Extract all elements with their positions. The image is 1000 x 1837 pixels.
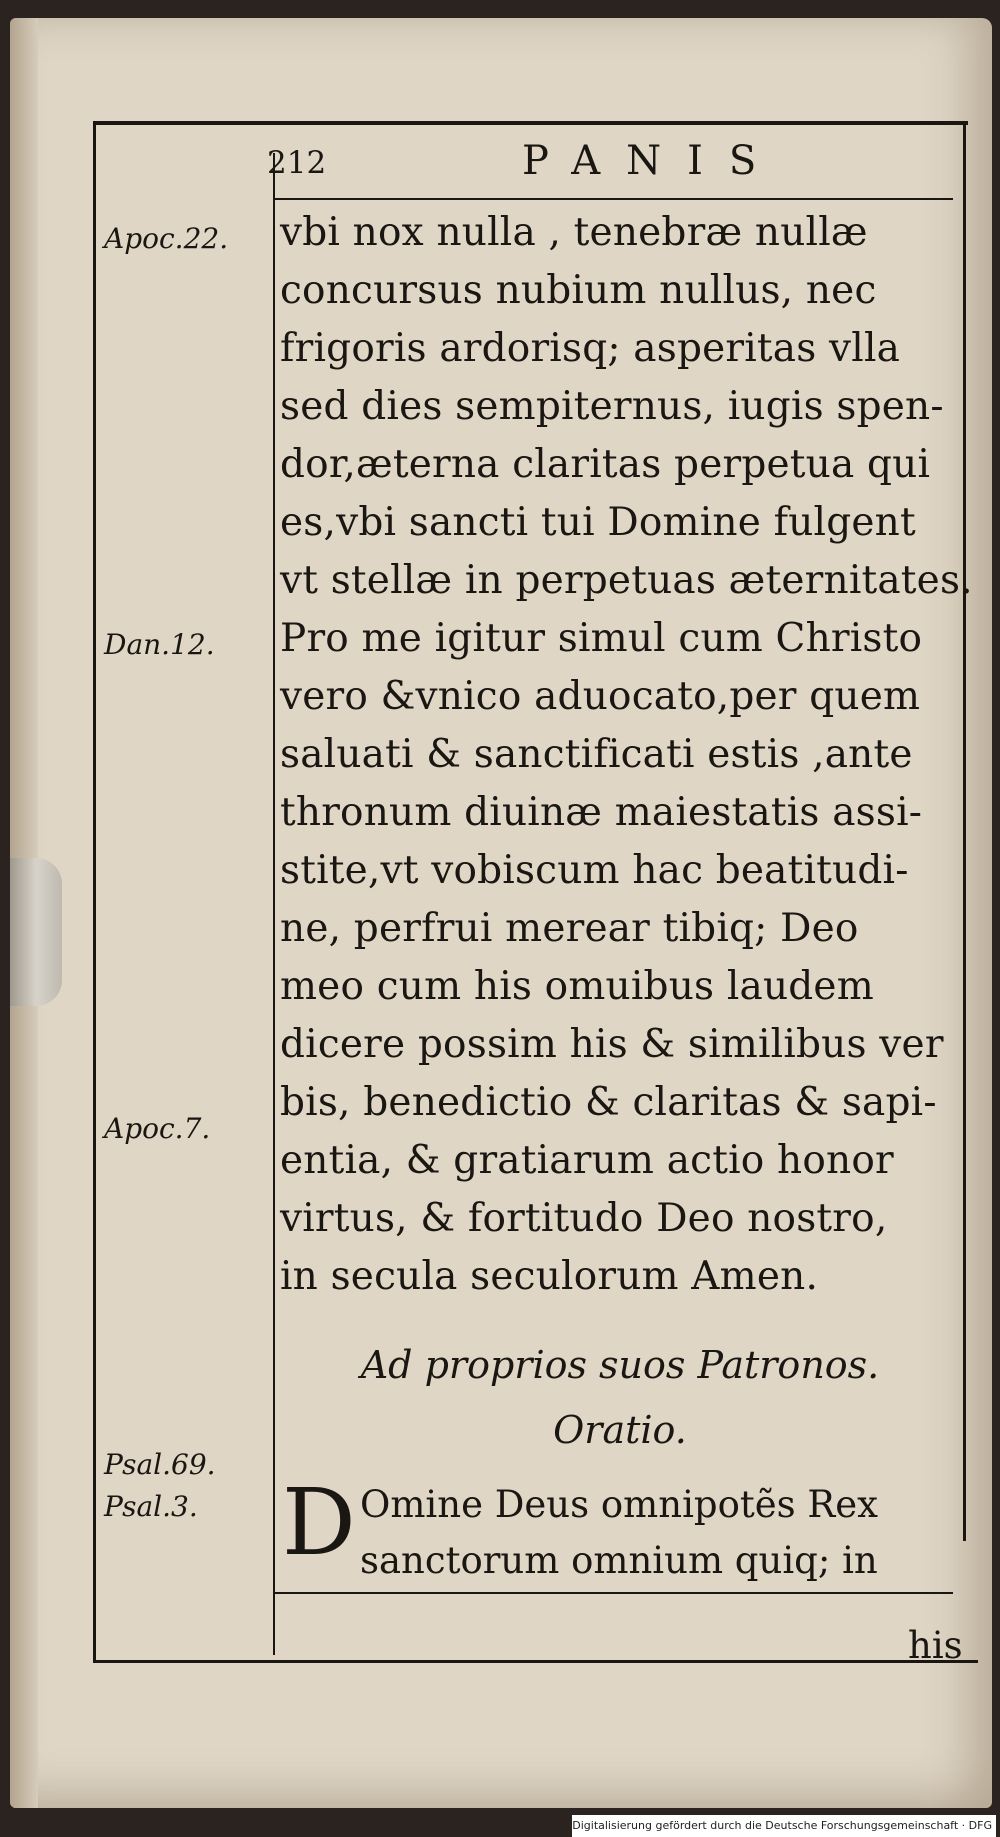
text-line: thronum diuinæ maiestatis assi-	[280, 790, 923, 835]
margin-column-rule	[273, 153, 275, 1655]
page-clip	[10, 858, 62, 1006]
text-line: meo cum his omuibus laudem	[280, 964, 874, 1009]
text-line: dicere possim his & similibus ver	[280, 1022, 944, 1067]
section-heading: Ad proprios suos Patronos.	[360, 1343, 880, 1387]
text-line: ne, perfrui merear tibiq; Deo	[280, 906, 859, 951]
text-line: vero &vnico aduocato,per quem	[280, 674, 921, 719]
footer-rule	[273, 1592, 953, 1594]
margin-note: Psal.3.	[104, 1490, 198, 1523]
margin-note: Apoc.22.	[104, 222, 229, 255]
catchword: his	[908, 1624, 963, 1667]
page-number: 212	[267, 145, 327, 181]
text-line: sanctorum omnium quiq; in	[360, 1539, 878, 1582]
margin-note: Psal.69.	[104, 1448, 216, 1481]
text-line: entia, & gratiarum actio honor	[280, 1138, 894, 1183]
text-line: frigoris ardorisq; asperitas vlla	[280, 326, 901, 371]
text-line: sed dies sempiternus, iugis spen-	[280, 384, 944, 429]
text-line: virtus, & fortitudo Deo nostro,	[280, 1196, 888, 1241]
frame-top-rule	[93, 121, 968, 125]
text-line: Omine Deus omnipotẽs Rex	[360, 1483, 878, 1526]
running-title: PANIS	[522, 138, 783, 184]
text-line: saluati & sanctificati estis ,ante	[280, 732, 913, 777]
text-line: es,vbi sancti tui Domine fulgent	[280, 500, 916, 545]
text-line: Pro me igitur simul cum Christo	[280, 616, 923, 661]
frame-bottom-rule	[93, 1660, 978, 1663]
text-line: in secula seculorum Amen.	[280, 1254, 819, 1299]
frame-left-rule	[93, 121, 96, 1663]
text-line: bis, benedictio & claritas & sapi-	[280, 1080, 937, 1125]
margin-note: Dan.12.	[104, 628, 215, 661]
text-line: stite,vt vobiscum hac beatitudi-	[280, 848, 909, 893]
header-rule	[273, 198, 953, 200]
digitization-credit: Digitalisierung gefördert durch die Deutsche Forschungsgemeinschaft · DFG	[572, 1815, 996, 1837]
text-line: vt stellæ in perpetuas æternitates.	[280, 558, 973, 603]
text-line: concursus nubium nullus, nec	[280, 268, 877, 313]
margin-note: Apoc.7.	[104, 1112, 211, 1145]
section-subheading: Oratio.	[553, 1408, 687, 1452]
text-line: dor,æterna claritas perpetua qui	[280, 442, 931, 487]
drop-cap: D	[282, 1469, 356, 1576]
text-line: vbi nox nulla , tenebræ nullæ	[280, 210, 868, 255]
